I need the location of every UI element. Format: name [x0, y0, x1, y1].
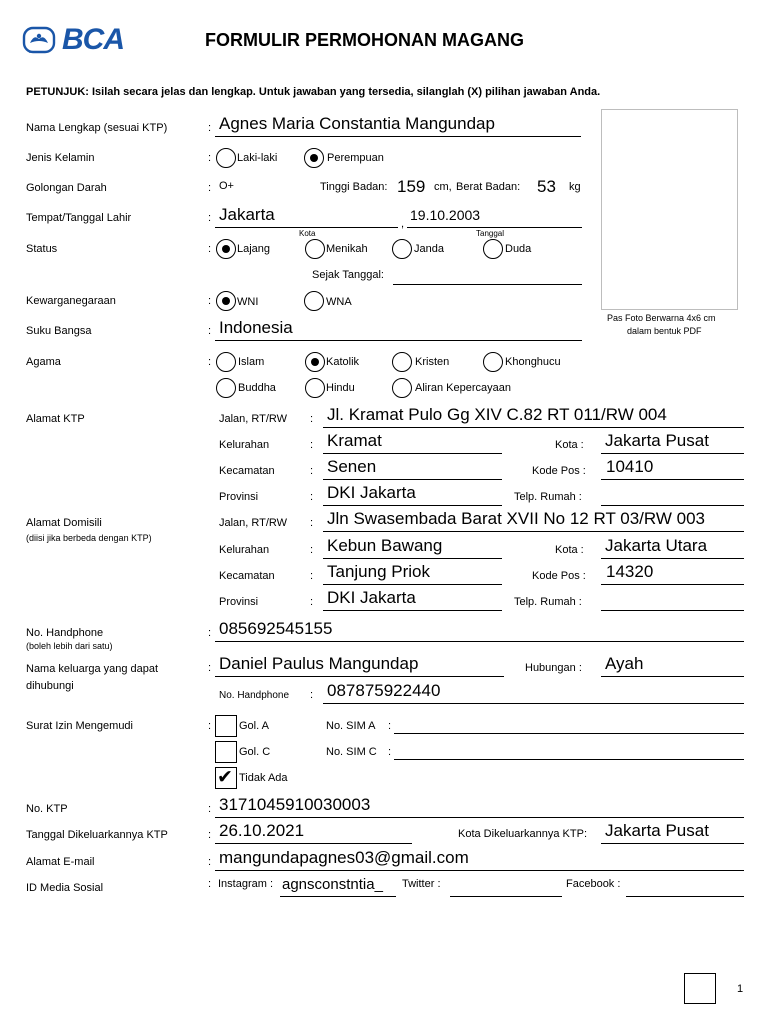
- ktp-label-kota: Kota :: [555, 439, 584, 451]
- line-email: [215, 870, 744, 871]
- line-suku-bangsa: [215, 340, 582, 341]
- line-dom-jalan: [323, 531, 744, 532]
- ktp-value-kelurahan[interactable]: Kramat: [327, 431, 382, 450]
- dom-value-kode-pos[interactable]: 14320: [606, 562, 654, 581]
- label-handphone-note: (boleh lebih dari satu): [26, 641, 113, 651]
- line-dom-kode-pos: [601, 584, 744, 585]
- value-tempat-lahir[interactable]: Jakarta: [219, 205, 275, 224]
- colon: :: [208, 243, 212, 255]
- colon: :: [208, 152, 212, 164]
- option-katolik: Katolik: [326, 356, 360, 368]
- line-sejak-tanggal[interactable]: [393, 284, 582, 285]
- photo-caption-line2: dalam bentuk PDF: [627, 326, 702, 336]
- bca-logo: [22, 23, 134, 56]
- dom-label-kode-pos: Kode Pos :: [532, 570, 586, 582]
- option-laki-laki: Laki-laki: [237, 152, 278, 164]
- radio-kristen[interactable]: [392, 352, 412, 372]
- value-email[interactable]: mangundapagnes03@gmail.com: [219, 848, 469, 867]
- photo-caption-line1: Pas Foto Berwarna 4x6 cm: [607, 313, 716, 323]
- colon: :: [310, 596, 314, 608]
- label-kota-ktp: Kota Dikeluarkannya KTP:: [458, 828, 588, 840]
- option-sim-a: Gol. A: [239, 720, 269, 732]
- ktp-label-telp: Telp. Rumah :: [514, 491, 582, 503]
- value-suku-bangsa[interactable]: Indonesia: [219, 318, 293, 337]
- option-buddha: Buddha: [238, 382, 276, 394]
- option-hindu: Hindu: [326, 382, 355, 394]
- label-tempat-tanggal-lahir: Tempat/Tanggal Lahir: [26, 212, 132, 224]
- label-tanggal-ktp: Tanggal Dikeluarkannya KTP: [26, 829, 168, 841]
- ktp-label-kelurahan: Kelurahan: [219, 439, 270, 451]
- line-keluarga: [215, 676, 504, 677]
- comma-separator: ,: [401, 218, 405, 230]
- colon: :: [310, 544, 314, 556]
- label-sim-c-number: No. SIM C: [326, 746, 377, 758]
- radio-menikah[interactable]: [305, 239, 325, 259]
- value-kota-ktp[interactable]: Jakarta Pusat: [605, 821, 709, 840]
- page-title: FORMULIR PERMOHONAN MAGANG: [205, 30, 524, 50]
- colon: :: [208, 662, 212, 674]
- ktp-value-jalan[interactable]: Jl. Kramat Pulo Gg XIV C.82 RT 011/RW 004: [327, 405, 667, 424]
- value-keluarga-handphone[interactable]: 087875922440: [327, 681, 441, 700]
- label-sim: Surat Izin Mengemudi: [26, 720, 133, 732]
- label-golongan-darah: Golongan Darah: [26, 182, 107, 194]
- line-twitter[interactable]: [450, 896, 562, 897]
- ktp-value-provinsi[interactable]: DKI Jakarta: [327, 483, 416, 502]
- radio-buddha[interactable]: [216, 378, 236, 398]
- photo-box[interactable]: [601, 109, 738, 310]
- colon: :: [310, 491, 314, 503]
- line-ktp-kode-pos: [601, 479, 744, 480]
- colon: :: [208, 356, 212, 368]
- line-dom-kecamatan: [323, 584, 502, 585]
- dom-value-provinsi[interactable]: DKI Jakarta: [327, 588, 416, 607]
- label-tinggi: Tinggi Badan:: [320, 181, 388, 193]
- radio-aliran-kepercayaan[interactable]: [392, 378, 412, 398]
- colon: :: [310, 413, 314, 425]
- value-tinggi[interactable]: 159: [397, 177, 426, 196]
- line-dom-kota: [601, 558, 744, 559]
- value-no-ktp[interactable]: 3171045910030003: [219, 795, 371, 814]
- colon: :: [388, 720, 392, 732]
- label-kewarganegaraan: Kewarganegaraan: [26, 295, 116, 307]
- colon: :: [388, 746, 392, 758]
- colon: :: [310, 570, 314, 582]
- value-handphone[interactable]: 085692545155: [219, 619, 333, 638]
- label-no-ktp: No. KTP: [26, 803, 68, 815]
- value-tanggal-ktp[interactable]: 26.10.2021: [219, 821, 305, 840]
- value-instagram[interactable]: agnsconstntia_: [282, 876, 383, 893]
- dom-value-jalan[interactable]: Jln Swasembada Barat XVII No 12 RT 03/RW 003: [327, 509, 705, 528]
- label-keluarga-handphone: No. Handphone: [219, 690, 290, 701]
- radio-khonghucu[interactable]: [483, 352, 503, 372]
- radio-lajang[interactable]: [216, 239, 236, 259]
- line-sim-a-number[interactable]: [394, 733, 744, 734]
- line-dom-provinsi: [323, 610, 502, 611]
- checkbox-sim-a[interactable]: [215, 715, 237, 737]
- option-wni: WNI: [237, 296, 259, 308]
- colon: :: [208, 212, 212, 224]
- bca-logo-text: BCA: [62, 23, 124, 56]
- colon: :: [208, 803, 212, 815]
- dom-value-kecamatan[interactable]: Tanjung Priok: [327, 562, 431, 581]
- label-keluarga: Nama keluarga yang dapat: [26, 663, 159, 675]
- option-duda: Duda: [505, 243, 532, 255]
- dom-label-kota: Kota :: [555, 544, 584, 556]
- line-ktp-jalan: [323, 427, 744, 428]
- label-berat: Berat Badan:: [456, 181, 521, 193]
- unit-cm: cm,: [434, 181, 452, 193]
- line-tempat-lahir: [215, 227, 398, 228]
- option-sim-c: Gol. C: [239, 746, 271, 758]
- option-lajang: Lajang: [237, 243, 271, 255]
- colon: :: [208, 878, 212, 890]
- line-sim-c-number[interactable]: [394, 759, 744, 760]
- caption-tanggal: Tanggal: [476, 229, 505, 238]
- option-sim-tidak-ada: Tidak Ada: [239, 772, 288, 784]
- line-kota-ktp: [601, 843, 744, 844]
- colon: :: [310, 689, 314, 701]
- line-ktp-kecamatan: [323, 479, 502, 480]
- radio-hindu[interactable]: [305, 378, 325, 398]
- label-facebook: Facebook :: [566, 878, 621, 890]
- colon: :: [208, 856, 212, 868]
- label-hubungan: Hubungan :: [525, 662, 582, 674]
- radio-islam[interactable]: [216, 352, 236, 372]
- label-alamat-domisili-note: (diisi jika berbeda dengan KTP): [26, 533, 152, 543]
- caption-kota: Kota: [299, 229, 316, 238]
- line-ktp-kota: [601, 453, 744, 454]
- ktp-value-kecamatan[interactable]: Senen: [327, 457, 377, 476]
- line-hubungan: [601, 676, 744, 677]
- ktp-label-kecamatan: Kecamatan: [219, 465, 275, 477]
- line-facebook[interactable]: [626, 896, 744, 897]
- option-aliran-kepercayaan: Aliran Kepercayaan: [415, 382, 512, 394]
- line-ktp-provinsi: [323, 505, 502, 506]
- radio-wna[interactable]: [304, 291, 324, 311]
- ktp-label-kode-pos: Kode Pos :: [532, 465, 586, 477]
- colon: :: [208, 122, 212, 134]
- option-perempuan: Perempuan: [327, 152, 384, 164]
- value-berat[interactable]: 53: [537, 177, 556, 196]
- label-jenis-kelamin: Jenis Kelamin: [26, 152, 95, 164]
- line-tanggal-ktp: [215, 843, 412, 844]
- ktp-label-jalan: Jalan, RT/RW: [219, 413, 288, 425]
- radio-laki-laki[interactable]: [216, 148, 236, 168]
- label-email: Alamat E-mail: [26, 856, 95, 868]
- option-kristen: Kristen: [415, 356, 450, 368]
- ktp-label-provinsi: Provinsi: [219, 491, 259, 503]
- option-janda: Janda: [414, 243, 444, 255]
- ktp-value-kode-pos[interactable]: 10410: [606, 457, 654, 476]
- colon: :: [208, 829, 212, 841]
- value-keluarga[interactable]: Daniel Paulus Mangundap: [219, 654, 419, 673]
- line-keluarga-handphone: [323, 703, 744, 704]
- bca-logo-subtext: BANK BCA: [29, 50, 45, 54]
- ktp-value-kota[interactable]: Jakarta Pusat: [605, 431, 709, 450]
- line-no-ktp: [215, 817, 744, 818]
- option-khonghucu: Khonghucu: [505, 356, 561, 368]
- line-ktp-telp[interactable]: [601, 505, 744, 506]
- label-nama: Nama Lengkap (sesuai KTP): [26, 122, 168, 134]
- line-tanggal-lahir: [407, 227, 582, 228]
- value-golongan-darah[interactable]: O+: [219, 180, 234, 192]
- line-dom-telp[interactable]: [601, 610, 744, 611]
- colon: :: [208, 295, 212, 307]
- option-menikah: Menikah: [326, 243, 368, 255]
- line-nama: [215, 136, 581, 137]
- label-handphone: No. Handphone: [26, 627, 104, 639]
- dom-label-telp: Telp. Rumah :: [514, 596, 582, 608]
- option-islam: Islam: [238, 356, 265, 368]
- label-agama: Agama: [26, 356, 61, 368]
- checkbox-sim-c[interactable]: [215, 741, 237, 763]
- value-hubungan[interactable]: Ayah: [605, 654, 644, 673]
- checkmark-icon: ✔: [217, 766, 233, 788]
- dom-value-kelurahan[interactable]: Kebun Bawang: [327, 536, 443, 555]
- colon: :: [208, 720, 212, 732]
- label-sejak-tanggal: Sejak Tanggal:: [312, 269, 384, 281]
- unit-kg: kg: [569, 181, 581, 193]
- colon: :: [310, 517, 314, 529]
- label-instagram: Instagram :: [218, 878, 274, 890]
- colon: :: [208, 627, 212, 639]
- colon: :: [208, 182, 212, 194]
- label-sim-a-number: No. SIM A: [326, 720, 376, 732]
- radio-duda[interactable]: [483, 239, 503, 259]
- line-instagram: [280, 896, 396, 897]
- page-marker-box: [684, 973, 716, 1004]
- radio-katolik[interactable]: [305, 352, 325, 372]
- dom-label-kelurahan: Kelurahan: [219, 544, 270, 556]
- dom-value-kota[interactable]: Jakarta Utara: [605, 536, 708, 555]
- value-tanggal-lahir[interactable]: 19.10.2003: [410, 207, 481, 223]
- colon: :: [310, 439, 314, 451]
- label-status: Status: [26, 243, 58, 255]
- label-media-sosial: ID Media Sosial: [26, 882, 104, 894]
- line-ktp-kelurahan: [323, 453, 502, 454]
- dom-label-kecamatan: Kecamatan: [219, 570, 275, 582]
- instruction-text: PETUNJUK: Isilah secara jelas dan lengkap. Untuk jawaban yang tersedia, silanglah (X) pilihan jawaban Anda.: [26, 86, 601, 98]
- dom-label-provinsi: Provinsi: [219, 596, 259, 608]
- label-keluarga-2: dihubungi: [26, 680, 74, 692]
- label-suku-bangsa: Suku Bangsa: [26, 325, 92, 337]
- colon: :: [310, 465, 314, 477]
- option-wna: WNA: [326, 296, 352, 308]
- radio-wni[interactable]: [216, 291, 236, 311]
- label-alamat-domisili: Alamat Domisili: [26, 517, 102, 529]
- line-dom-kelurahan: [323, 558, 502, 559]
- colon: :: [208, 325, 212, 337]
- radio-perempuan[interactable]: [304, 148, 324, 168]
- value-nama[interactable]: Agnes Maria Constantia Mangundap: [219, 114, 495, 133]
- line-handphone: [215, 641, 744, 642]
- label-twitter: Twitter :: [402, 878, 441, 890]
- label-alamat-ktp: Alamat KTP: [26, 413, 85, 425]
- dom-label-jalan: Jalan, RT/RW: [219, 517, 288, 529]
- radio-janda[interactable]: [392, 239, 412, 259]
- page-number: 1: [737, 983, 744, 995]
